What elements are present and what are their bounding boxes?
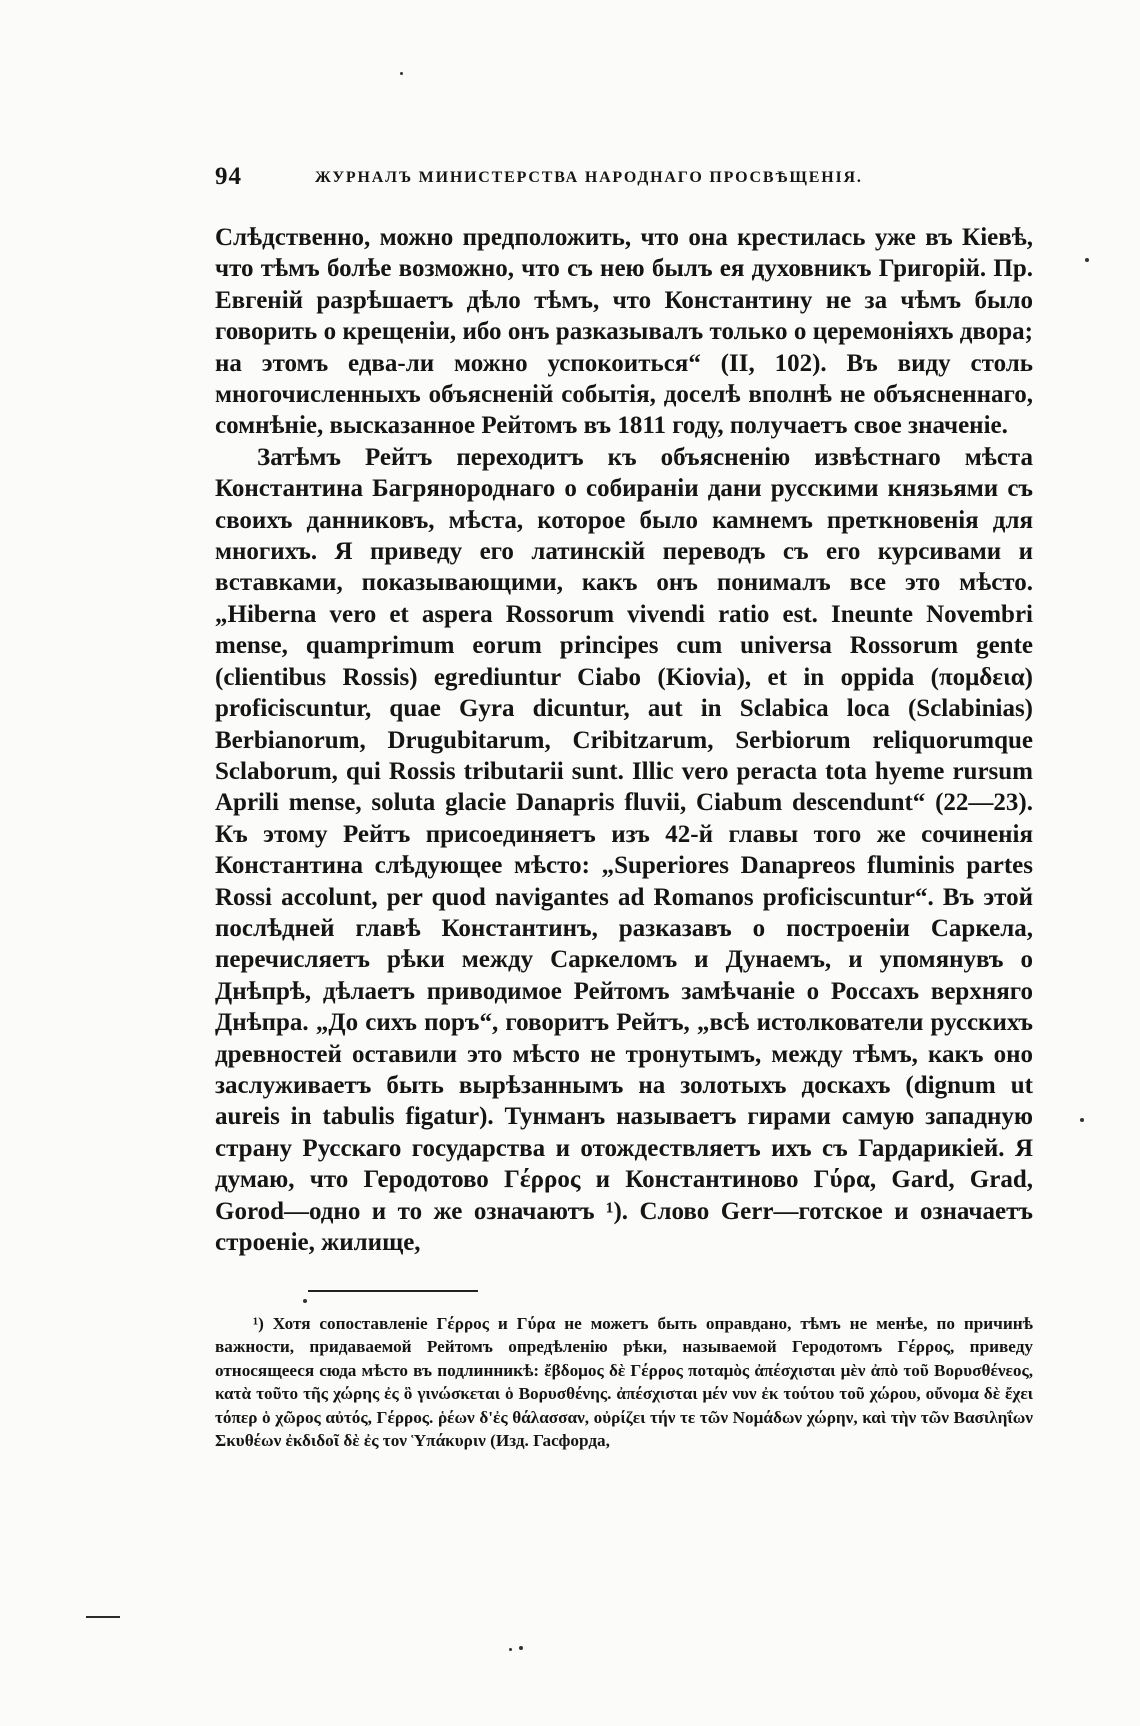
- speck-mark: [509, 1648, 512, 1651]
- running-head: ЖУРНАЛЪ МИНИСТЕРСТВА НАРОДНАГО ПРОСВѢЩЕНІЯ.: [315, 169, 863, 186]
- speck-mark: [1080, 1118, 1084, 1122]
- speck-mark: [400, 72, 403, 75]
- speck-mark: [519, 1646, 523, 1650]
- speck-mark: [303, 1299, 307, 1303]
- body-text: [215, 222, 1033, 1258]
- page-number: 94: [215, 163, 242, 190]
- footnote: ¹) Хотя сопоставленіе Γέρρος и Γύρα не можетъ быть оправдано, тѣмъ не менѣе, по причинѣ важности, придаваемой Рейтомъ опредѣленію рѣки, называемой Геродотомъ Γέρρος, приведу относящееся сюда мѣсто въ подлинникѣ: ἔβδομος δὲ Γέρρος ποταμὸς ἀπέσχισται μὲν ἀπὸ τοῦ Βορυσθένεος, κατὰ τοῦτο τῆς χώρης ἐς ὃ γινώσκεται ὁ Βορυσθένης. ἀπέσχισται μέν νυν ἐκ τούτου τοῦ χώρου, οὔνομα δὲ ἔχει τόπερ ὁ χῶρος αὐτός, Γέρρος. ῥέων δ'ἐς θάλασσαν, οὐρίζει τήν τε τῶν Νομάδων χώρην, καὶ τὴν τῶν Βασιληΐων Σκυθέων ἐκδιδοῖ δὲ ἐς τον Ὑπάκυριν (Изд. Гасфорда,: [215, 1314, 1033, 1451]
- paragraph: Затѣмъ Рейтъ переходитъ къ объясненію извѣстнаго мѣста Константина Багрянороднаго о собираніи дани русскими князьями съ своихъ данниковъ, мѣста, которое было камнемъ преткновенія для многихъ. Я приведу его латинскій переводъ съ его курсивами и вставками, показывающими, какъ онъ понималъ все это мѣсто. „Hiberna vero et aspera Rossorum vivendi ratio est. Ineunte Novembri mense, quamprimum eorum principes cum universa Rossorum gente (clientibus Rossis) egrediuntur Ciabo (Kiovia), et in oppida (πομδεια) proficiscuntur, quae Gyra dicuntur, aut in Sclabica loca (Sclabinias) Berbianorum, Drugubitarum, Cribitzarum, Serbiorum reliquorumque Sclaborum, qui Rossis tributarii sunt. Illic vero peracta tota hyeme rursum Aprili mense, soluta glacie Danapris fluvii, Ciabum descendunt“ (22—23). Къ этому Рейтъ присоединяетъ изъ 42-й главы того же сочиненія Константина слѣдующее мѣсто: „Superiores Danapreos fluminis partes Rossi accolunt, per quod navigantes ad Romanos proficiscuntur“. Въ этой послѣдней главѣ Константинъ, разказавъ о построеніи Саркела, перечисляетъ рѣки между Саркеломъ и Дунаемъ, и упомянувъ о Днѣпрѣ, дѣлаетъ приводимое Рейтомъ замѣчаніе о Россахъ верхняго Днѣпра. „До сихъ поръ“, говоритъ Рейтъ, „всѣ истолкователи русскихъ древностей оставили это мѣсто не тронутымъ, между тѣмъ, какъ оно заслуживаетъ быть вырѣзаннымъ на золотыхъ доскахъ (dignum ut aureis in tabulis figatur). Тунманъ называетъ гирами самую западную страну Русскаго государства и отождествляетъ ихъ съ Гардарикіей. Я думаю, что Геродотово Γέρρος и Константиново Γύρα, Gard, Grad, Gorod—одно и то же означаютъ ¹). Слово Gerr—готское и означаетъ строеніе, жилище,: [215, 443, 1033, 1256]
- page-header: [215, 163, 1035, 193]
- paragraph: Слѣдственно, можно предположить, что она крестилась уже въ Кіевѣ, что тѣмъ болѣе возможно, что съ нею былъ ея духовникъ Григорій. Пр. Евгеній разрѣшаетъ дѣло тѣмъ, что Константину не за чѣмъ было говорить о крещеніи, ибо онъ разказывалъ только о церемоніяхъ двора; на этомъ едва-ли можно успокоиться“ (II, 102). Въ виду столь многочисленныхъ объясненій событія, доселѣ вполнѣ не объясненнаго, сомнѣніе, высказанное Рейтомъ въ 1811 году, получаетъ свое значеніе.: [215, 224, 1033, 440]
- footnote-divider: [308, 1290, 478, 1292]
- margin-dash-mark: [86, 1616, 120, 1618]
- speck-mark: [1085, 258, 1089, 262]
